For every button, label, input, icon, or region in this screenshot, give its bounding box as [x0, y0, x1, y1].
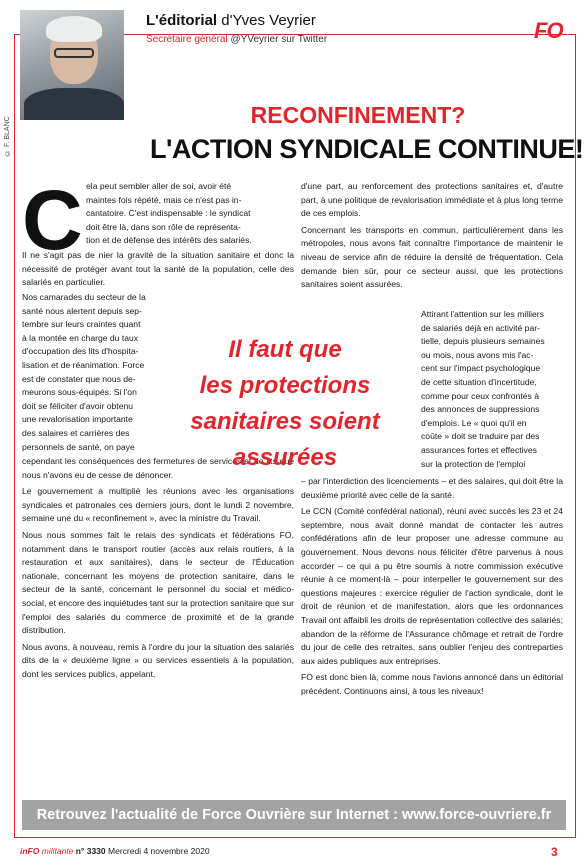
photo-credit: © F. BLANC [4, 116, 11, 156]
intro-line: tion et de défense des intérêts des salariés. [86, 235, 252, 246]
column-2-continued [301, 475, 563, 699]
paragraph: cependant les conséquences des fermetures de services et de lits que nous n'avons eu de cesse de dénoncer. [22, 456, 294, 480]
paragraph: FO est donc bien là, comme nous l'avions annoncé dans un éditorial précédent. Continuons ainsi, à tous les niveaux! [301, 672, 563, 696]
narrow-line: tembre sur leurs craintes quant [22, 319, 141, 330]
column-1-intro [86, 180, 294, 248]
editorial-label: L'éditorial [146, 12, 218, 29]
paragraph: Nous nous sommes fait le relais des syndicats et fédérations FO, notamment dans le transport routier (accès aux relais routiers, à la restauration et aux sanitaires), dans le secteur de l'Éducation nationale, concernant les moyens de protection sanitaire, dans le secteur de la santé, concernant le personnel du social et médico-social, et encore des inquiétudes tant sur la protection sanitaire que sur l'emploi des salariés du commerce de proximité et de la grande distribution. [22, 529, 294, 636]
narrow-line: est de constater que nous de- [22, 373, 136, 384]
narrow-line: d'emplois. Le « quoi qu'il en [421, 417, 527, 428]
author-role: Secrétaire général [146, 34, 228, 45]
column-2-top [301, 180, 563, 292]
narrow-line: comme pour ceux confrontés à [421, 390, 539, 401]
paragraph: d'une part, au renforcement des protections sanitaires et, d'autre part, à une politique de revalorisation immédiate et à plus long terme de ces emplois. [301, 181, 563, 219]
intro-line: doit être là, dans son rôle de représenta- [86, 221, 241, 232]
narrow-line: ou mois, nous avons mis l'ac- [421, 349, 534, 360]
narrow-line: cent sur l'impact psychologique [421, 363, 541, 374]
fo-logo: FO [534, 18, 563, 43]
pull-quote-line: les protections [199, 372, 371, 399]
paragraph: Nous avons, à nouveau, remis à l'ordre du jour la situation des salariés dits de la « deuxième ligne » ou services essentiels à la population, dont les services publics, appelant, [22, 641, 294, 679]
footer-magazine: militante [41, 846, 74, 856]
narrow-line: Nos camarades du secteur de la [22, 292, 146, 302]
narrow-line: assurances fortes et effectives [421, 444, 537, 455]
author-photo [20, 10, 124, 120]
column-2-narrow [421, 308, 563, 471]
author-name: d'Yves Veyrier [221, 12, 316, 29]
narrow-line: de salariés déjà en activité par- [421, 322, 540, 333]
footer-brand: inFO [20, 846, 40, 856]
author-subtitle [146, 34, 327, 45]
pull-quote-line: Il faut que [228, 336, 342, 363]
pull-quote-line: assurées [232, 444, 338, 471]
intro-line: cantatoire. C'est indispensable : le syndicat [86, 208, 251, 219]
narrow-line: coûte » doit se traduire par des [421, 431, 540, 442]
narrow-line: sur la protection de l'emploi [421, 458, 526, 469]
paragraph: Le CCN (Comité confédéral national), réuni avec succès les 23 et 24 septembre, nous avait donné mandat de contacter les autres confédérations afin de leur proposer une adresse commune au gouvernement. Nous devons nous féliciter d'être parvenus à nous accorder – ce qui a pu être soumis à notre commission exécutive réunie à ce moment-là – pour interpeller le gouvernement sur des questions majeures : exercice régulier de l'action syndicale, dont le droit de réunion et de manifestation, alors que les ordonnances Travail ont affaibli les droits de représentation collective des salariés; abandon de la réforme de l'Assurance chômage et retrait de l'ordre du jour de celle des retraites, sans oublier l'enjeu des contreparties aux aides publiques aux entreprises. [301, 506, 563, 666]
column-1-narrow [22, 291, 172, 454]
paragraph: Concernant les transports en commun, particulièrement dans les métropoles, nous avons fait connaître l'importance de maintenir le niveau de service afin de réduire la densité de fréquentation. Cela demande bien sûr, pour ce secteur aussi, que les protections sanitaires soient assurées. [301, 224, 563, 290]
narrow-line: d'occupation des lits d'hospita- [22, 346, 139, 357]
footer [20, 846, 570, 856]
headline-line1: RECONFINEMENT? [250, 102, 466, 128]
paragraph: Le gouvernement a multiplié les réunions avec les organisations syndicales et patronales ces derniers jours, dont le lundi 2 novembre, semaine une du « reconfinement », avec la ministre du Travail. [22, 486, 294, 524]
author-twitter[interactable]: @YVeyrier sur Twitter [230, 34, 328, 45]
narrow-line: personnels de santé, on paye [22, 441, 135, 452]
footer-date: Mercredi 4 novembre 2020 [108, 846, 210, 856]
footer-issue: n° 3330 [75, 846, 106, 856]
column-1-continued [22, 455, 294, 682]
narrow-line: meurons sous-équipés. Si l'on [22, 387, 137, 398]
page-number: 3 [551, 845, 558, 859]
paragraph: – par l'interdiction des licenciements – et des salaires, qui doit être la deuxième priorité avec celle de la santé. [301, 476, 563, 500]
headline-line2: L'ACTION SYNDICALE CONTINUE! [150, 134, 584, 164]
drop-cap: C [22, 173, 83, 267]
narrow-line: tielle, depuis plusieurs semaines [421, 336, 545, 347]
narrow-line: lisation et de réanimation. Force [22, 359, 145, 370]
intro-line: ela peut sembler aller de soi, avoir été [86, 181, 232, 191]
narrow-line: doit se féliciter d'avoir obtenu [22, 400, 134, 411]
narrow-line: Attirant l'attention sur les milliers [421, 309, 544, 319]
paragraph: Il ne s'agit pas de nier la gravité de la situation sanitaire et donc la nécessité de protéger avant tout la santé de la population, celle des salariés en particulier. [22, 250, 294, 288]
narrow-line: des annonces de suppressions [421, 404, 540, 415]
narrow-line: santé nous alertent depuis sep- [22, 305, 142, 316]
pull-quote-line: sanitaires soient [190, 408, 380, 435]
narrow-line: de cette situation d'incertitude, [421, 376, 537, 387]
pull-quote [180, 332, 390, 476]
column-1-paragraph [22, 249, 294, 290]
editorial-title [146, 12, 316, 29]
intro-line: maintes fois répété, mais ce n'est pas in- [86, 194, 242, 205]
narrow-line: une revalorisation importante [22, 414, 133, 425]
narrow-line: des salaires et carrières des [22, 427, 130, 438]
website-banner[interactable]: Retrouvez l'actualité de Force Ouvrière sur Internet : www.force-ouvriere.fr [22, 800, 566, 830]
narrow-line: à la montée en charge du taux [22, 332, 139, 343]
